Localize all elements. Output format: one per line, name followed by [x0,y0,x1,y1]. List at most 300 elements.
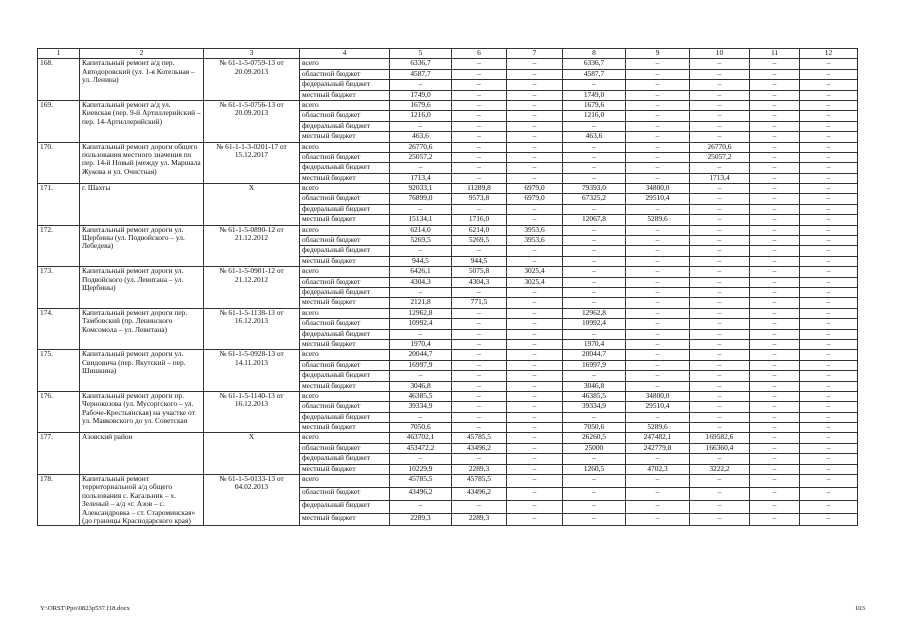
amount-cell: – [626,308,690,318]
amount-cell: – [507,513,563,526]
funding-source: всего [300,433,390,443]
object-name: г. Шахты [80,184,204,226]
amount-cell: 7050,6 [563,423,626,433]
amount-cell: 29510,4 [626,402,690,412]
column-header: 2 [80,49,204,59]
table-row [38,350,858,360]
amount-cell: 463702,1 [390,433,452,443]
column-header: 6 [452,49,507,59]
amount-cell: – [626,267,690,277]
amount-cell: – [690,475,750,488]
amount-cell: – [800,391,858,401]
funding-source: местный бюджет [300,298,390,308]
amount-cell: 4587,7 [390,69,452,79]
amount-cell: – [626,277,690,287]
funding-source: областной бюджет [300,277,390,287]
amount-cell: – [452,163,507,173]
amount-cell: – [390,329,452,339]
amount-cell: – [750,464,800,474]
funding-source: федеральный бюджет [300,500,390,513]
column-header: 11 [750,49,800,59]
amount-cell: – [800,412,858,422]
amount-cell: 10992,4 [563,319,626,329]
amount-cell: 3222,2 [690,464,750,474]
row-number: 174. [38,308,80,350]
amount-cell: 944,5 [390,256,452,266]
amount-cell: – [690,412,750,422]
funding-source: федеральный бюджет [300,371,390,381]
amount-cell: – [563,225,626,235]
amount-cell: – [750,142,800,152]
amount-cell: – [690,454,750,464]
object-name: Капитальный ремонт дороги пер. Тамбовский (пр. Ленинского Комсомола – ул. Левитана) [80,308,204,350]
amount-cell: – [800,464,858,474]
amount-cell: – [507,69,563,79]
funding-source: местный бюджет [300,215,390,225]
amount-cell: – [507,132,563,142]
amount-cell: – [690,163,750,173]
amount-cell: – [390,204,452,214]
amount-cell: – [750,371,800,381]
amount-cell: – [750,487,800,500]
amount-cell: – [800,350,858,360]
amount-cell: – [800,339,858,349]
amount-cell: 25000 [563,443,626,453]
amount-cell: – [750,433,800,443]
column-header: 1 [38,49,80,59]
amount-cell: – [452,412,507,422]
amount-cell: 5075,8 [452,267,507,277]
row-number: 169. [38,100,80,142]
amount-cell: – [800,173,858,183]
amount-cell: – [690,287,750,297]
amount-cell: 6979,0 [507,184,563,194]
amount-cell: – [452,59,507,69]
amount-cell: – [690,215,750,225]
amount-cell: – [452,69,507,79]
amount-cell: – [800,308,858,318]
amount-cell: – [800,90,858,100]
expertise-number: № 61-1-5-0759-13 от 20.09.2013 [204,59,300,101]
funding-source: местный бюджет [300,256,390,266]
amount-cell: – [626,142,690,152]
amount-cell: – [390,500,452,513]
amount-cell: – [690,132,750,142]
amount-cell: – [690,391,750,401]
amount-cell: 45785,5 [452,433,507,443]
table-row [38,267,858,277]
amount-cell: 76899,0 [390,194,452,204]
amount-cell: – [690,69,750,79]
funding-source: федеральный бюджет [300,454,390,464]
amount-cell: – [800,513,858,526]
amount-cell: 12962,8 [563,308,626,318]
funding-source: всего [300,100,390,110]
amount-cell: – [800,423,858,433]
amount-cell: 39334,9 [563,402,626,412]
column-header: 3 [204,49,300,59]
amount-cell: 16997,9 [390,360,452,370]
table-row [38,100,858,110]
amount-cell: 6336,7 [563,59,626,69]
amount-cell: – [690,90,750,100]
amount-cell: – [507,475,563,488]
amount-cell: 453472,2 [390,443,452,453]
amount-cell: – [800,287,858,297]
amount-cell: – [750,360,800,370]
amount-cell: – [690,204,750,214]
amount-cell: – [507,339,563,349]
expertise-number: № 61-1-5-1140-13 от 16.12.2013 [204,391,300,433]
amount-cell: 34800,0 [626,391,690,401]
amount-cell: – [690,111,750,121]
amount-cell: – [390,163,452,173]
funding-source: федеральный бюджет [300,287,390,297]
amount-cell: 5269,5 [452,236,507,246]
funding-source: федеральный бюджет [300,204,390,214]
amount-cell: – [626,319,690,329]
amount-cell: 9573,8 [452,194,507,204]
amount-cell: 6979,0 [507,194,563,204]
amount-cell: – [452,329,507,339]
amount-cell: – [750,391,800,401]
column-header: 9 [626,49,690,59]
amount-cell: – [690,339,750,349]
amount-cell: – [750,381,800,391]
amount-cell: – [563,500,626,513]
amount-cell: 1216,0 [563,111,626,121]
amount-cell: – [750,412,800,422]
funding-source: всего [300,475,390,488]
amount-cell: – [626,132,690,142]
amount-cell: – [507,215,563,225]
expertise-number: № 61-1-5-0133-13 от 04.02.2013 [204,475,300,526]
amount-cell: – [750,277,800,287]
amount-cell: – [800,443,858,453]
amount-cell: 5289,6 [626,423,690,433]
amount-cell: – [452,121,507,131]
amount-cell: – [390,371,452,381]
amount-cell: – [626,350,690,360]
amount-cell: – [800,215,858,225]
amount-cell: 10992,4 [390,319,452,329]
amount-cell: – [690,236,750,246]
amount-cell: – [507,142,563,152]
row-number: 178. [38,475,80,526]
amount-cell: – [690,402,750,412]
amount-cell: 4304,3 [390,277,452,287]
amount-cell: – [626,236,690,246]
funding-source: местный бюджет [300,423,390,433]
amount-cell: 247482,1 [626,433,690,443]
amount-cell: – [690,277,750,287]
row-number: 170. [38,142,80,184]
amount-cell: – [452,339,507,349]
funding-source: всего [300,267,390,277]
amount-cell: – [563,371,626,381]
column-header: 8 [563,49,626,59]
object-name: Капитальный ремонт а/д ул. Киевская (пер. 9-й Артиллерийский – пер. 14-Артиллерийский) [80,100,204,142]
column-header: 7 [507,49,563,59]
amount-cell: – [800,381,858,391]
amount-cell: – [626,152,690,162]
amount-cell: – [507,381,563,391]
funding-source: всего [300,308,390,318]
amount-cell: – [750,194,800,204]
amount-cell: 2289,3 [452,513,507,526]
amount-cell: 12067,8 [563,215,626,225]
amount-cell: – [690,308,750,318]
amount-cell: – [800,433,858,443]
amount-cell: – [626,225,690,235]
table-row [38,142,858,152]
amount-cell: – [390,412,452,422]
amount-cell: – [507,80,563,90]
amount-cell: – [800,225,858,235]
object-name: Капитальный ремонт территориальной а/д общего пользования с. Кагальник – х. Зеленый – а/д «г. Азов – с. Александровка – ст. Староминская» (до границы Краснодарского края) [80,475,204,526]
table-row [38,475,858,488]
amount-cell: – [800,487,858,500]
amount-cell: – [452,287,507,297]
amount-cell: – [750,111,800,121]
funding-source: областной бюджет [300,360,390,370]
amount-cell: – [750,350,800,360]
amount-cell: – [750,256,800,266]
amount-cell: – [626,59,690,69]
amount-cell: – [507,100,563,110]
row-number: 173. [38,267,80,309]
amount-cell: 34800,0 [626,184,690,194]
amount-cell: – [626,69,690,79]
funding-source: местный бюджет [300,381,390,391]
amount-cell: – [690,360,750,370]
expertise-number: № 61-1-1-3-0201-17 от 15.12.2017 [204,142,300,184]
amount-cell: 6214,0 [452,225,507,235]
amount-cell: – [563,475,626,488]
funding-source: всего [300,391,390,401]
funding-source: федеральный бюджет [300,121,390,131]
column-header: 4 [300,49,390,59]
amount-cell: 3025,4 [507,277,563,287]
amount-cell: – [750,339,800,349]
funding-source: местный бюджет [300,90,390,100]
object-name: Капитальный ремонт дороги пр. Чернокозова (ул. Мусоргского – ул. Рабоче-Крестьянская) на участке от ул. Маяковского до ул. Советская [80,391,204,433]
amount-cell: – [800,246,858,256]
funding-source: всего [300,59,390,69]
amount-cell: – [563,204,626,214]
amount-cell: – [750,152,800,162]
amount-cell: 1216,0 [390,111,452,121]
amount-cell: 92033,1 [390,184,452,194]
amount-cell: 25057,2 [690,152,750,162]
amount-cell: 29510,4 [626,194,690,204]
amount-cell: – [507,433,563,443]
amount-cell: 3046,8 [563,381,626,391]
amount-cell: – [452,90,507,100]
row-number: 172. [38,225,80,267]
funding-source: федеральный бюджет [300,246,390,256]
amount-cell: 1749,0 [390,90,452,100]
amount-cell: – [690,100,750,110]
amount-cell: 4587,7 [563,69,626,79]
page-number: 103 [855,605,865,612]
funding-source: федеральный бюджет [300,329,390,339]
amount-cell: 7050,6 [390,423,452,433]
amount-cell: – [507,246,563,256]
funding-source: всего [300,225,390,235]
amount-cell: – [507,173,563,183]
funding-source: областной бюджет [300,111,390,121]
amount-cell: – [507,402,563,412]
column-header: 12 [800,49,858,59]
amount-cell: 79393,0 [563,184,626,194]
amount-cell: 1970,4 [563,339,626,349]
amount-cell: 10229,9 [390,464,452,474]
amount-cell: – [507,59,563,69]
object-name: Азовский район [80,433,204,475]
funding-source: всего [300,350,390,360]
amount-cell: 1970,4 [390,339,452,349]
amount-cell: – [452,319,507,329]
amount-cell: 6214,0 [390,225,452,235]
amount-cell: – [800,371,858,381]
amount-cell: – [452,308,507,318]
funding-source: всего [300,142,390,152]
amount-cell: – [390,287,452,297]
amount-cell: – [750,308,800,318]
funding-source: местный бюджет [300,339,390,349]
amount-cell: 6426,1 [390,267,452,277]
funding-source: местный бюджет [300,132,390,142]
amount-cell: 39334,9 [390,402,452,412]
amount-cell: – [507,423,563,433]
amount-cell: – [563,142,626,152]
amount-cell: – [800,59,858,69]
funding-source: федеральный бюджет [300,163,390,173]
amount-cell: – [750,215,800,225]
amount-cell: – [626,256,690,266]
amount-cell: – [626,173,690,183]
table-row [38,433,858,443]
amount-cell: – [452,350,507,360]
amount-cell: – [452,100,507,110]
amount-cell: – [800,100,858,110]
amount-cell: – [690,225,750,235]
amount-cell: – [750,513,800,526]
amount-cell: – [563,267,626,277]
amount-cell: – [452,132,507,142]
amount-cell: – [750,173,800,183]
amount-cell: 4304,3 [452,277,507,287]
amount-cell: 43496,2 [390,487,452,500]
amount-cell: – [750,100,800,110]
amount-cell: – [750,267,800,277]
amount-cell: – [626,371,690,381]
amount-cell: – [750,59,800,69]
amount-cell: – [507,319,563,329]
amount-cell: – [563,329,626,339]
amount-cell: – [507,163,563,173]
amount-cell: – [690,121,750,131]
amount-cell: – [563,298,626,308]
amount-cell: – [507,121,563,131]
amount-cell: – [750,184,800,194]
amount-cell: – [626,454,690,464]
amount-cell: – [800,319,858,329]
amount-cell: 20044,7 [390,350,452,360]
amount-cell: 1679,6 [390,100,452,110]
amount-cell: – [800,236,858,246]
amount-cell: – [800,204,858,214]
amount-cell: – [452,173,507,183]
row-number: 171. [38,184,80,226]
amount-cell: – [507,464,563,474]
amount-cell: – [800,329,858,339]
amount-cell: 1679,6 [563,100,626,110]
amount-cell: – [563,256,626,266]
amount-cell: – [626,111,690,121]
amount-cell: 5289,6 [626,215,690,225]
amount-cell: – [626,500,690,513]
amount-cell: 2289,3 [452,464,507,474]
amount-cell: – [507,256,563,266]
amount-cell: – [750,204,800,214]
amount-cell: – [800,277,858,287]
amount-cell: – [750,329,800,339]
amount-cell: – [690,371,750,381]
amount-cell: – [626,287,690,297]
funding-source: областной бюджет [300,69,390,79]
amount-cell: 15134,1 [390,215,452,225]
expertise-number: № 61-1-5-1138-13 от 16.12.2013 [204,308,300,350]
amount-cell: – [750,298,800,308]
amount-cell: 2121,8 [390,298,452,308]
amount-cell: 43496,2 [452,443,507,453]
amount-cell: – [750,443,800,453]
row-number: 175. [38,350,80,392]
amount-cell: 20044,7 [563,350,626,360]
amount-cell: 463,6 [563,132,626,142]
amount-cell: – [507,111,563,121]
expertise-number: Х [204,433,300,475]
amount-cell: – [626,329,690,339]
amount-cell: – [750,287,800,297]
amount-cell: 11289,8 [452,184,507,194]
amount-cell: – [800,402,858,412]
amount-cell: – [563,173,626,183]
amount-cell: – [800,184,858,194]
amount-cell: – [452,204,507,214]
amount-cell: – [800,500,858,513]
amount-cell: 16997,9 [563,360,626,370]
object-name: Капитальный ремонт дороги общего пользования местного значения по пер. 14-й Новый (между ул. Маршала Жукова и ул. Очистная) [80,142,204,184]
amount-cell: – [507,443,563,453]
amount-cell: – [750,132,800,142]
table-row [38,184,858,194]
amount-cell: – [800,142,858,152]
table-row [38,308,858,318]
amount-cell: 771,5 [452,298,507,308]
funding-source: областной бюджет [300,443,390,453]
funding-source: всего [300,184,390,194]
row-number: 168. [38,59,80,101]
funding-source: местный бюджет [300,513,390,526]
amount-cell: – [690,256,750,266]
amount-cell: 46385,5 [390,391,452,401]
amount-cell: 2289,3 [390,513,452,526]
amount-cell: – [690,319,750,329]
funding-source: федеральный бюджет [300,80,390,90]
